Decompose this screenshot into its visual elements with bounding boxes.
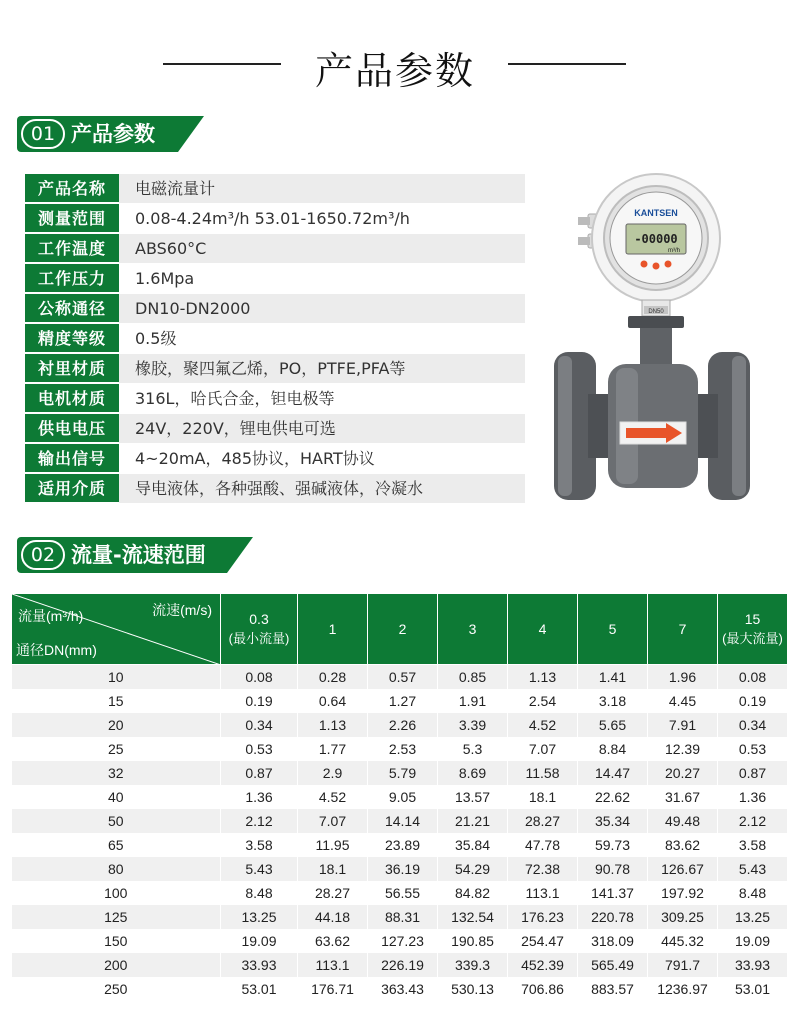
flow-cell: 0.53 xyxy=(718,737,788,761)
flow-cell: 88.31 xyxy=(368,905,438,929)
flow-cell: 4.45 xyxy=(648,689,718,713)
parameter-key: 衬里材质 xyxy=(25,354,119,383)
flow-cell: 2.9 xyxy=(298,761,368,785)
flow-cell: 0.53 xyxy=(221,737,298,761)
flow-cell: 11.95 xyxy=(298,833,368,857)
table-row xyxy=(12,977,788,1001)
parameter-row xyxy=(25,204,525,234)
flow-cell: 7.07 xyxy=(298,809,368,833)
parameter-table xyxy=(25,174,525,504)
flow-cell: 7.07 xyxy=(508,737,578,761)
table-row xyxy=(12,761,788,785)
flow-cell: 28.27 xyxy=(508,809,578,833)
flow-cell: 53.01 xyxy=(221,977,298,1001)
parameter-value: 1.6Mpa xyxy=(119,264,525,293)
flow-cell: 0.57 xyxy=(368,665,438,689)
flow-cell: 309.25 xyxy=(648,905,718,929)
section-number: 01 xyxy=(21,119,65,149)
parameter-row xyxy=(25,234,525,264)
flow-cell: 565.49 xyxy=(578,953,648,977)
speed-header xyxy=(508,594,578,665)
flow-cell: 35.84 xyxy=(438,833,508,857)
brand-label: KANTSEN xyxy=(634,208,678,218)
speed-header xyxy=(718,594,788,665)
dn-cell: 80 xyxy=(12,857,221,881)
flow-cell: 8.48 xyxy=(718,881,788,905)
section-banner-parameters xyxy=(17,116,204,152)
speed-note: (最大流量) xyxy=(722,631,783,646)
lcd-unit: m³/h xyxy=(668,248,680,254)
section-title: 产品参数 xyxy=(71,122,155,146)
flow-cell: 2.26 xyxy=(368,713,438,737)
flow-cell: 113.1 xyxy=(298,953,368,977)
dn-cell: 200 xyxy=(12,953,221,977)
parameter-row xyxy=(25,324,525,354)
table-row xyxy=(12,665,788,689)
parameter-value: 24V，220V，锂电供电可选 xyxy=(119,414,525,443)
flow-cell: 13.25 xyxy=(221,905,298,929)
flow-cell: 20.27 xyxy=(648,761,718,785)
flow-cell: 113.1 xyxy=(508,881,578,905)
parameter-key: 公称通径 xyxy=(25,294,119,323)
parameter-row xyxy=(25,384,525,414)
table-row xyxy=(12,785,788,809)
flow-cell: 363.43 xyxy=(368,977,438,1001)
flow-cell: 0.64 xyxy=(298,689,368,713)
parameter-value: 电磁流量计 xyxy=(119,174,525,203)
speed-value: 4 xyxy=(538,621,547,637)
flow-cell: 220.78 xyxy=(578,905,648,929)
flow-cell: 0.28 xyxy=(298,665,368,689)
table-row xyxy=(12,833,788,857)
flow-cell: 19.09 xyxy=(718,929,788,953)
table-row xyxy=(12,905,788,929)
dn-cell: 25 xyxy=(12,737,221,761)
parameter-value: 0.08-4.24m³/h 53.01-1650.72m³/h xyxy=(119,204,525,233)
nameplate: DN50 xyxy=(648,309,664,315)
parameter-row xyxy=(25,294,525,324)
flow-cell: 13.25 xyxy=(718,905,788,929)
parameter-row xyxy=(25,354,525,384)
flow-cell: 23.89 xyxy=(368,833,438,857)
flow-cell: 706.86 xyxy=(508,977,578,1001)
flow-cell: 5.43 xyxy=(221,857,298,881)
flow-cell: 1.13 xyxy=(508,665,578,689)
dn-cell: 50 xyxy=(12,809,221,833)
flow-cell: 1236.97 xyxy=(648,977,718,1001)
flow-cell: 318.09 xyxy=(578,929,648,953)
dn-cell: 100 xyxy=(12,881,221,905)
table-row xyxy=(12,809,788,833)
flow-cell: 1.96 xyxy=(648,665,718,689)
parameter-key: 适用介质 xyxy=(25,474,119,503)
parameter-value: 4~20mA，485协议，HART协议 xyxy=(119,444,525,473)
speed-value: 5 xyxy=(608,621,617,637)
page-header xyxy=(0,36,790,92)
flow-cell: 84.82 xyxy=(438,881,508,905)
flow-cell: 2.12 xyxy=(221,809,298,833)
flow-cell: 1.36 xyxy=(221,785,298,809)
flow-cell: 9.05 xyxy=(368,785,438,809)
speed-header xyxy=(648,594,718,665)
speed-header xyxy=(438,594,508,665)
flow-cell: 63.62 xyxy=(298,929,368,953)
dn-cell: 10 xyxy=(12,665,221,689)
flow-cell: 0.08 xyxy=(221,665,298,689)
dn-cell: 32 xyxy=(12,761,221,785)
flow-cell: 5.3 xyxy=(438,737,508,761)
flow-axis-label: 流量(m³/h) xyxy=(18,608,84,624)
flow-cell: 54.29 xyxy=(438,857,508,881)
section-number: 02 xyxy=(21,540,65,570)
parameter-value: 导电液体，各种强酸、强碱液体，冷凝水 xyxy=(119,474,525,503)
flow-cell: 1.91 xyxy=(438,689,508,713)
flow-cell: 90.78 xyxy=(578,857,648,881)
flow-cell: 0.85 xyxy=(438,665,508,689)
flow-cell: 197.92 xyxy=(648,881,718,905)
flow-cell: 445.32 xyxy=(648,929,718,953)
dn-axis-label: 通径DN(mm) xyxy=(16,642,97,658)
flow-cell: 141.37 xyxy=(578,881,648,905)
flow-cell: 21.21 xyxy=(438,809,508,833)
flow-cell: 5.43 xyxy=(718,857,788,881)
flow-cell: 0.19 xyxy=(718,689,788,713)
flow-cell: 14.47 xyxy=(578,761,648,785)
flow-cell: 47.78 xyxy=(508,833,578,857)
speed-value: 15 xyxy=(744,611,761,627)
parameter-key: 工作温度 xyxy=(25,234,119,263)
flow-cell: 883.57 xyxy=(578,977,648,1001)
flow-cell: 4.52 xyxy=(508,713,578,737)
flow-cell: 530.13 xyxy=(438,977,508,1001)
flow-cell: 36.19 xyxy=(368,857,438,881)
section-banner-flow-range xyxy=(17,537,253,573)
flow-cell: 791.7 xyxy=(648,953,718,977)
parameter-key: 精度等级 xyxy=(25,324,119,353)
flow-cell: 339.3 xyxy=(438,953,508,977)
flow-cell: 126.67 xyxy=(648,857,718,881)
page-title: 产品参数 xyxy=(314,49,475,93)
speed-value: 3 xyxy=(468,621,477,637)
parameter-row xyxy=(25,414,525,444)
flow-cell: 1.41 xyxy=(578,665,648,689)
flow-velocity-table xyxy=(11,593,788,1001)
speed-header xyxy=(221,594,298,665)
table-row xyxy=(12,929,788,953)
table-row xyxy=(12,737,788,761)
flow-cell: 2.54 xyxy=(508,689,578,713)
flow-cell: 5.79 xyxy=(368,761,438,785)
flow-cell: 49.48 xyxy=(648,809,718,833)
flow-cell: 18.1 xyxy=(298,857,368,881)
flow-cell: 33.93 xyxy=(221,953,298,977)
flow-cell: 8.48 xyxy=(221,881,298,905)
dn-cell: 125 xyxy=(12,905,221,929)
flow-cell: 1.27 xyxy=(368,689,438,713)
parameter-key: 输出信号 xyxy=(25,444,119,473)
speed-value: 1 xyxy=(328,621,337,637)
title-divider-right xyxy=(508,63,626,65)
section-title: 流量-流速范围 xyxy=(71,543,206,567)
flow-cell: 59.73 xyxy=(578,833,648,857)
flow-cell: 56.55 xyxy=(368,881,438,905)
flow-cell: 22.62 xyxy=(578,785,648,809)
flow-cell: 254.47 xyxy=(508,929,578,953)
parameter-key: 产品名称 xyxy=(25,174,119,203)
flow-cell: 3.39 xyxy=(438,713,508,737)
flow-cell: 14.14 xyxy=(368,809,438,833)
flow-cell: 3.58 xyxy=(221,833,298,857)
table-header-row xyxy=(12,594,788,665)
flow-cell: 0.34 xyxy=(718,713,788,737)
table-row xyxy=(12,713,788,737)
flow-cell: 8.69 xyxy=(438,761,508,785)
speed-axis-label: 流速(m/s) xyxy=(152,602,212,618)
flow-cell: 0.19 xyxy=(221,689,298,713)
parameter-value: 316L，哈氏合金，钽电极等 xyxy=(119,384,525,413)
flow-cell: 28.27 xyxy=(298,881,368,905)
flow-cell: 13.57 xyxy=(438,785,508,809)
parameter-key: 电机材质 xyxy=(25,384,119,413)
parameter-row xyxy=(25,444,525,474)
flow-cell: 7.91 xyxy=(648,713,718,737)
flow-cell: 176.23 xyxy=(508,905,578,929)
flow-cell: 0.87 xyxy=(718,761,788,785)
flow-cell: 8.84 xyxy=(578,737,648,761)
flow-cell: 127.23 xyxy=(368,929,438,953)
lcd-reading: -00000 xyxy=(634,232,678,246)
flow-cell: 72.38 xyxy=(508,857,578,881)
flow-cell: 31.67 xyxy=(648,785,718,809)
flow-cell: 44.18 xyxy=(298,905,368,929)
flow-cell: 19.09 xyxy=(221,929,298,953)
flow-cell: 4.52 xyxy=(298,785,368,809)
flow-cell: 0.08 xyxy=(718,665,788,689)
flow-cell: 1.36 xyxy=(718,785,788,809)
parameter-key: 工作压力 xyxy=(25,264,119,293)
parameter-value: DN10-DN2000 xyxy=(119,294,525,323)
product-image xyxy=(548,172,760,502)
flow-cell: 2.53 xyxy=(368,737,438,761)
flow-cell: 18.1 xyxy=(508,785,578,809)
flow-cell: 12.39 xyxy=(648,737,718,761)
dn-cell: 15 xyxy=(12,689,221,713)
table-row xyxy=(12,689,788,713)
flow-cell: 35.34 xyxy=(578,809,648,833)
table-row xyxy=(12,857,788,881)
flow-cell: 3.18 xyxy=(578,689,648,713)
parameter-row xyxy=(25,174,525,204)
table-row xyxy=(12,953,788,977)
flow-cell: 33.93 xyxy=(718,953,788,977)
flow-cell: 2.12 xyxy=(718,809,788,833)
speed-value: 2 xyxy=(398,621,407,637)
flow-cell: 3.58 xyxy=(718,833,788,857)
flow-cell: 190.85 xyxy=(438,929,508,953)
dn-cell: 40 xyxy=(12,785,221,809)
parameter-row xyxy=(25,474,525,504)
parameter-key: 测量范围 xyxy=(25,204,119,233)
header-corner-cell xyxy=(12,594,221,665)
flow-cell: 0.87 xyxy=(221,761,298,785)
speed-header xyxy=(298,594,368,665)
flow-cell: 452.39 xyxy=(508,953,578,977)
table-body xyxy=(12,665,788,1001)
flow-cell: 53.01 xyxy=(718,977,788,1001)
dn-cell: 65 xyxy=(12,833,221,857)
flow-cell: 176.71 xyxy=(298,977,368,1001)
speed-value: 7 xyxy=(678,621,687,637)
parameter-value: ABS60°C xyxy=(119,234,525,263)
speed-header xyxy=(368,594,438,665)
speed-value: 0.3 xyxy=(249,611,269,627)
table-row xyxy=(12,881,788,905)
dn-cell: 20 xyxy=(12,713,221,737)
speed-note: (最小流量) xyxy=(228,631,290,646)
flow-cell: 1.13 xyxy=(298,713,368,737)
flow-cell: 1.77 xyxy=(298,737,368,761)
parameter-value: 橡胶，聚四氟乙烯，PO，PTFE,PFA等 xyxy=(119,354,525,383)
flow-cell: 132.54 xyxy=(438,905,508,929)
parameter-row xyxy=(25,264,525,294)
flow-cell: 226.19 xyxy=(368,953,438,977)
parameter-key: 供电电压 xyxy=(25,414,119,443)
flowmeter-illustration xyxy=(548,172,760,502)
flow-cell: 5.65 xyxy=(578,713,648,737)
dn-cell: 250 xyxy=(12,977,221,1001)
flow-cell: 83.62 xyxy=(648,833,718,857)
speed-header xyxy=(578,594,648,665)
flow-cell: 0.34 xyxy=(221,713,298,737)
dn-cell: 150 xyxy=(12,929,221,953)
parameter-value: 0.5级 xyxy=(119,324,525,353)
flow-cell: 11.58 xyxy=(508,761,578,785)
